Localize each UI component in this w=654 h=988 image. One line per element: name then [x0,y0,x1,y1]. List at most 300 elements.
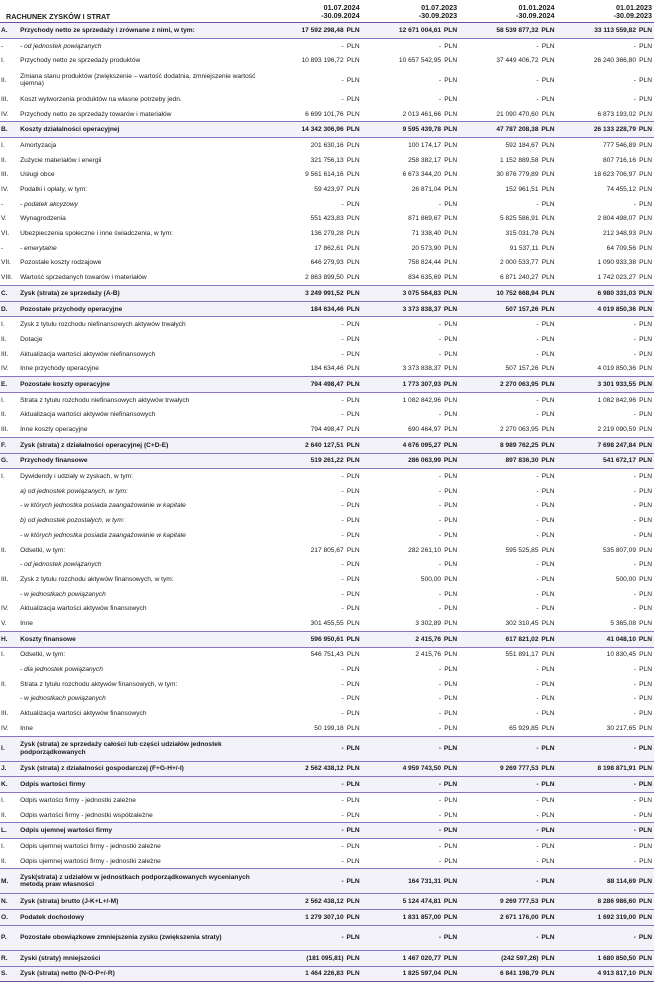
row-value: - PLN [341,335,360,343]
row-value: - PLN [536,411,555,419]
row-label: I. [1,396,5,404]
row-label: I. [1,473,5,481]
row-value: 71 338,40 PLN [411,230,458,238]
row-value: 617 821,02 PLN [459,631,556,647]
row-value: 21 090 470,60 PLN [496,110,555,118]
row-value: 551 891,17 PLN [505,651,555,659]
row-value: - PLN [459,925,556,950]
row-value: 8 198 871,91 PLN [557,761,654,777]
row-value: - PLN [341,531,360,539]
table-row [0,408,654,423]
row-value: 37 449 406,72 PLN [496,57,555,65]
row-name: Odpis ujemnej wartości firmy - jednostki zależne [20,857,161,865]
table-row [0,777,654,793]
row-value: 201 630,16 PLN [310,141,360,149]
row-value: - PLN [633,335,652,343]
row-label: VII. [1,259,11,267]
row-value: - PLN [536,796,555,804]
row-value: 1 279 307,10 PLN [264,910,361,926]
row-value: - PLN [438,710,458,718]
table-row [0,823,654,839]
row-name: Pozostałe obowiązkowe zmniejszenia zysku (zwiększenia straty) [18,925,264,950]
row-value: - PLN [341,666,360,674]
row-value: - PLN [633,42,652,50]
table-row [0,631,654,647]
row-label: VI. [1,230,10,238]
row-value: - PLN [633,811,652,819]
row-value: - PLN [536,605,555,613]
row-value: 30 876 779,89 PLN [496,171,555,179]
row-value: 6 841 198,79 PLN [459,966,556,982]
row-value: - PLN [633,350,652,358]
row-label: II. [1,411,7,419]
row-value: 794 498,47 PLN [310,426,360,434]
row-value: 302 310,45 PLN [505,619,555,627]
row-value: - PLN [557,823,654,839]
row-value: 12 671 004,61 PLN [362,23,459,39]
row-value: - PLN [633,842,652,850]
table-row [0,616,654,631]
row-value: - PLN [633,411,652,419]
row-value: - PLN [438,842,458,850]
row-value: 794 498,47 PLN [264,377,361,393]
row-name: Dotacje [20,335,43,343]
row-value: 4 019 850,36 PLN [557,301,654,317]
row-name: Zysk (strata) ze sprzedaży całości lub części udziałów jednostek podporządkowanych [18,736,264,761]
table-row [0,347,654,362]
row-value: - PLN [459,777,556,793]
row-label: B. [0,122,18,138]
row-value: 646 279,93 PLN [310,259,360,267]
row-value: 14 342 306,96 PLN [264,122,361,138]
row-label: J. [0,761,18,777]
row-value: 551 423,83 PLN [310,215,360,223]
row-value: - PLN [341,473,360,481]
row-label [0,513,18,528]
row-value: 595 525,85 PLN [505,546,555,554]
table-row [0,226,654,241]
row-value: - PLN [362,823,459,839]
row-name: Aktualizacja wartości aktywów finansowych [20,605,147,613]
row-value: 1 090 933,38 PLN [597,259,652,267]
row-value: - PLN [633,710,652,718]
period-header: 01.07.2023 -30.09.2023 [362,0,459,23]
table-row [0,256,654,271]
row-value: 5 825 586,91 PLN [500,215,555,223]
table-row [0,68,654,92]
table-row [0,377,654,393]
row-value: - PLN [536,531,555,539]
table-row [0,601,654,616]
row-value: - PLN [438,517,458,525]
row-value: - PLN [438,76,458,84]
row-name: Zysk (strata) netto (N-O-P+/-R) [18,966,264,982]
statement-title: RACHUNEK ZYSKÓW I STRAT [0,0,264,23]
row-name: Aktualizacja wartości aktywów niefinansowych [20,350,156,358]
row-value: - PLN [459,736,556,761]
row-value: 1 831 857,00 PLN [362,910,459,926]
row-name: Zysk z tytułu rozchodu aktywów finansowych, w tym: [20,575,174,583]
row-value: 3 249 991,52 PLN [264,286,361,302]
row-name: - od jednostek powiązanych [20,42,102,50]
row-label: V. [1,215,7,223]
row-value: - PLN [341,695,360,703]
row-value: - PLN [438,531,458,539]
row-name: Odpis ujemnej wartości firmy - jednostki zależne [20,842,161,850]
row-value: - PLN [341,680,360,688]
row-value: - PLN [536,335,555,343]
row-value: - PLN [536,42,555,50]
row-name: Aktualizacja wartości aktywów niefinansowych [20,411,156,419]
row-name: Przychody netto ze sprzedaży i zrównane z nimi, w tym: [18,23,264,39]
row-value: - PLN [536,680,555,688]
row-value: 136 279,28 PLN [310,230,360,238]
row-label: II. [1,680,7,688]
row-value: - PLN [341,95,360,103]
row-value: - PLN [438,335,458,343]
row-name: a) od jednostek powiązanych, w tym: [20,487,128,495]
table-row [0,543,654,558]
row-label: I. [1,57,5,65]
row-value: 100 174,17 PLN [408,141,458,149]
row-name: - dla jednostek powiązanych [20,666,103,674]
row-value: 1 692 319,00 PLN [557,910,654,926]
row-value: - PLN [264,823,361,839]
row-label [0,528,18,543]
row-name: Przychody netto ze sprzedaży produktów [20,57,141,65]
row-value: 8 989 762,25 PLN [459,437,556,453]
row-value: 152 961,51 PLN [505,186,555,194]
row-value: 2 270 063,95 PLN [459,377,556,393]
period-header: 01.01.2024 -30.09.2024 [459,0,556,23]
row-label: III. [1,710,9,718]
table-row [0,53,654,68]
row-name: Odsetki, w tym: [20,651,66,659]
row-value: 4 019 850,36 PLN [597,365,652,373]
row-value: 1 742 023,27 PLN [597,274,652,282]
table-row [0,286,654,302]
row-name: Wartość sprzedanych towarów i materiałów [20,274,147,282]
row-label: K. [0,777,18,793]
row-label: II. [1,857,7,865]
row-value: 212 348,93 PLN [602,230,652,238]
table-row [0,122,654,138]
row-value: 758 824,44 PLN [408,259,458,267]
row-value: - PLN [536,666,555,674]
row-value: - PLN [536,76,555,84]
row-value: - PLN [341,396,360,404]
row-name: Podatek dochodowy [18,910,264,926]
table-row [0,736,654,761]
row-value: - PLN [459,823,556,839]
row-name: - od jednostek powiązanych [20,561,102,569]
period-header: 01.01.2023 -30.09.2023 [557,0,654,23]
table-row [0,23,654,39]
row-label [0,499,18,514]
row-value: - PLN [536,842,555,850]
row-value: 834 635,69 PLN [408,274,458,282]
row-value: 9 595 439,78 PLN [362,122,459,138]
table-row [0,692,654,707]
table-row [0,808,654,823]
row-value: - PLN [633,605,652,613]
row-value: 1 467 020,77 PLN [362,950,459,966]
row-value: 6 871 240,27 PLN [500,274,555,282]
table-row [0,484,654,499]
row-name: Odpis wartości firmy [18,777,264,793]
row-value: 9 269 777,53 PLN [459,894,556,910]
row-value: 30 217,65 PLN [606,724,652,732]
row-value: - PLN [438,502,458,510]
row-value: - PLN [536,95,555,103]
row-label: II. [1,335,7,343]
row-value: - PLN [362,736,459,761]
table-row [0,212,654,227]
row-name: Koszty działalności operacyjnej [18,122,264,138]
table-row [0,182,654,197]
row-value: 1 825 597,04 PLN [362,966,459,982]
row-name: Przychody finansowe [18,453,264,469]
row-value: - PLN [438,695,458,703]
row-value: - PLN [341,411,360,419]
row-label: IV. [1,110,9,118]
row-value: 2 415,76 PLN [362,631,459,647]
row-value: - PLN [536,710,555,718]
row-name: Zyski (straty) mniejszości [18,950,264,966]
row-value: - PLN [341,350,360,358]
row-value: - PLN [633,200,652,208]
row-value: - PLN [633,680,652,688]
row-value: 541 672,17 PLN [557,453,654,469]
row-value: 18 623 706,97 PLN [593,171,652,179]
row-label: IV. [1,724,9,732]
row-name: Podatki i opłaty, w tym: [20,186,88,194]
row-value: 9 269 777,53 PLN [459,761,556,777]
row-label: F. [0,437,18,453]
row-label: III. [1,350,9,358]
row-value: 777 546,89 PLN [602,141,652,149]
row-value: - PLN [438,487,458,495]
row-value: - PLN [536,561,555,569]
row-label: V. [1,619,7,627]
row-name: Inne koszty operacyjne [20,426,88,434]
table-row [0,557,654,572]
row-value: 10 893 196,72 PLN [301,57,360,65]
row-value: 3 075 564,83 PLN [362,286,459,302]
table-row [0,92,654,107]
row-value: 6 673 344,20 PLN [402,171,458,179]
row-label: IV. [1,605,9,613]
row-name: b) od jednostek pozostałych, w tym: [20,517,125,525]
row-name: Zysk (strata) brutto (J-K+L+/-M) [18,894,264,910]
row-label [0,692,18,707]
row-value: 6 699 101,76 PLN [305,110,360,118]
row-label: A. [0,23,18,39]
row-value: 546 751,43 PLN [310,651,360,659]
row-name: - w jednostkach powiązanych [20,590,106,598]
row-value: 3 301 933,55 PLN [557,377,654,393]
row-name: Amortyzacja [20,141,57,149]
row-value: - PLN [341,200,360,208]
row-value: 315 031,78 PLN [505,230,555,238]
row-value: - PLN [341,561,360,569]
row-value: - PLN [633,796,652,804]
table-row [0,662,654,677]
row-value: - PLN [438,796,458,804]
row-value: 4 676 095,27 PLN [362,437,459,453]
row-value: - PLN [633,76,652,84]
row-value: 26 240 366,80 PLN [593,57,652,65]
row-value: - PLN [633,487,652,495]
table-row [0,677,654,692]
row-label: IV. [1,365,9,373]
row-value: - PLN [341,811,360,819]
row-value: 3 373 838,37 PLN [362,301,459,317]
row-value: - PLN [438,680,458,688]
row-value: - PLN [438,42,458,50]
row-value: 10 657 542,95 PLN [398,57,458,65]
row-label: III. [1,575,9,583]
row-label: R. [0,950,18,966]
row-label: II. [1,76,7,84]
row-name: - emerytalne [20,244,57,252]
row-value: 8 286 986,60 PLN [557,894,654,910]
row-value: - PLN [438,321,458,329]
row-name: Koszty finansowe [18,631,264,647]
table-row [0,721,654,736]
row-name: Inne [20,619,33,627]
row-value: - PLN [341,842,360,850]
row-label: III. [1,95,9,103]
row-value: 10 752 668,94 PLN [459,286,556,302]
table-row [0,270,654,285]
row-value: 321 756,13 PLN [310,156,360,164]
row-label: II. [1,156,7,164]
table-row [0,453,654,469]
row-label: VIII. [1,274,13,282]
row-label: L. [0,823,18,839]
row-value: 17 592 298,48 PLN [264,23,361,39]
table-row [0,332,654,347]
row-name: Zysk (strata) z działalności operacyjnej (C+D-E) [18,437,264,453]
row-value: - PLN [438,724,458,732]
row-name: - w jednostkach powiązanych [20,695,106,703]
row-value: 258 382,17 PLN [408,156,458,164]
row-value: - PLN [341,605,360,613]
row-value: 2 000 533,77 PLN [500,259,555,267]
row-name: - podatek akcyzowy [20,200,78,208]
row-value: - PLN [341,796,360,804]
row-value: 91 537,11 PLN [509,244,555,252]
row-value: - PLN [536,857,555,865]
table-row [0,793,654,808]
row-name: Strata z tytułu rozchodu aktywów finansowych, w tym: [20,680,178,688]
table-row [0,950,654,966]
row-value: - PLN [341,76,360,84]
row-value: - PLN [341,487,360,495]
row-value: 64 709,56 PLN [606,244,652,252]
row-value: - PLN [633,695,652,703]
row-label: O. [0,910,18,926]
row-name: Inne [20,724,33,732]
row-value: 2 415,76 PLN [415,651,458,659]
row-value: 2 562 438,12 PLN [264,894,361,910]
row-value: - PLN [536,200,555,208]
table-row [0,854,654,869]
row-name: Odpis wartości firmy - jednostki zależne [20,796,136,804]
row-value: 5 124 474,81 PLN [362,894,459,910]
row-label: P. [0,925,18,950]
row-value: - PLN [557,736,654,761]
row-value: 500,00 PLN [420,575,458,583]
table-row [0,839,654,854]
table-row [0,317,654,332]
row-value: 500,00 PLN [615,575,652,583]
table-row [0,869,654,894]
row-value: - PLN [438,350,458,358]
row-value: 9 561 614,16 PLN [305,171,360,179]
row-label: I. [1,651,5,659]
row-name: Inne przychody operacyjne [20,365,99,373]
row-value: 59 423,97 PLN [314,186,360,194]
row-label: III. [1,171,9,179]
row-name: Zysk(strata) z udziałów w jednostkach podporządkowanych wycenianych metodą praw własności [18,869,264,894]
row-value: 33 113 559,82 PLN [557,23,654,39]
row-value: 17 862,61 PLN [314,244,360,252]
row-value: 10 830,45 PLN [606,651,652,659]
row-value: - PLN [341,857,360,865]
row-value: 2 863 899,50 PLN [305,274,360,282]
row-value: - PLN [633,517,652,525]
table-row [0,966,654,982]
row-value: 2 219 090,59 PLN [597,426,652,434]
row-value: - PLN [438,605,458,613]
row-value: 6 980 331,03 PLN [557,286,654,302]
row-name: Dywidendy i udziały w zyskach, w tym: [20,473,133,481]
table-row [0,38,654,53]
row-name: Ubezpieczenia społeczne i inne świadczenia, w tym: [20,230,173,238]
row-value: - PLN [536,473,555,481]
row-value: 26 133 228,79 PLN [557,122,654,138]
row-value: - PLN [557,777,654,793]
row-value: - PLN [341,517,360,525]
table-row [0,301,654,317]
row-value: 2 804 498,07 PLN [597,215,652,223]
row-name: Strata z tytułu rozchodu niefinansowych aktywów trwałych [20,396,190,404]
row-value: 65 929,85 PLN [509,724,555,732]
row-value: - PLN [536,517,555,525]
row-label: II. [1,811,7,819]
table-row [0,138,654,153]
row-label: N. [0,894,18,910]
row-value: - PLN [341,502,360,510]
row-value: - PLN [341,710,360,718]
table-row [0,499,654,514]
row-label: I. [0,736,18,761]
row-label: S. [0,966,18,982]
table-row [0,528,654,543]
row-name: Zysk z tytułu rozchodu niefinansowych aktywów trwałych [20,321,186,329]
row-value: 1 464 226,83 PLN [264,966,361,982]
row-value: 871 869,67 PLN [408,215,458,223]
row-value: 1 082 842,96 PLN [402,396,458,404]
row-value: - PLN [264,777,361,793]
row-label [0,662,18,677]
row-label: I. [1,842,5,850]
row-value: 807 716,16 PLN [602,156,652,164]
row-value: - PLN [633,857,652,865]
row-name: Przychody netto ze sprzedaży towarów i materiałów [20,110,172,118]
